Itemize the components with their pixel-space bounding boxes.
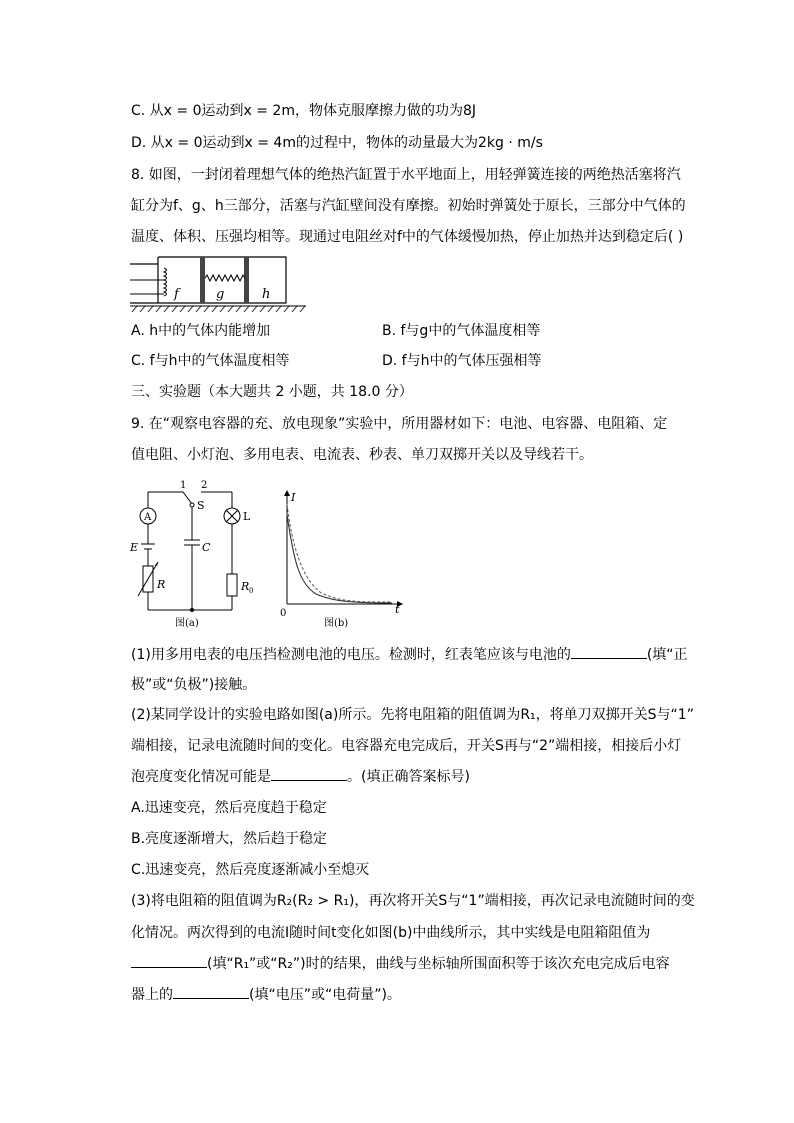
q8-option-b: B. f与g中的气体温度相等 — [382, 323, 541, 339]
axis-t-label: t — [395, 603, 400, 616]
switch-terminal-1: 1 — [180, 480, 187, 491]
solid-curve — [287, 514, 392, 603]
q8-stem-line1: 8. 如图，一封闭着理想气体的绝热汽缸置于水平地面上，用轻弹簧连接的两绝热活塞将汽 — [131, 167, 681, 183]
q8-stem-line2: 缸分为f、g、h三部分，活塞与汽缸壁间没有摩擦。初始时弹簧处于原长，三部分中气体的 — [131, 198, 686, 214]
resistor-r0-label: R — [241, 580, 250, 593]
q9-part2-text-c: 泡亮度变化情况可能是 — [131, 769, 271, 785]
q8-stem-line3: 温度、体积、压强均相等。现通过电阻丝对f中的气体缓慢加热，停止加热并达到稳定后( ) — [131, 229, 684, 245]
q9-part3-text-d: 器上的 — [131, 987, 173, 1003]
q7-option-d: D. 从x = 0运动到x = 4m的过程中，物体的动量最大为2kg · m/s — [131, 135, 543, 151]
q9-part2-line1: (2)某同学设计的实验电路如图(a)所示。先将电阻箱的阻值调为R₁，将单刀双掷开关S与“1” — [131, 707, 694, 723]
answer-blank-1 — [571, 646, 647, 659]
answer-blank-4 — [173, 986, 249, 999]
q9-choice-a: A.迅速变亮，然后亮度趋于稳定 — [131, 800, 327, 816]
resistor-r0-subscript: 0 — [249, 587, 254, 595]
lamp-l-label: L — [243, 510, 251, 523]
origin-label: 0 — [280, 608, 287, 619]
q9-choice-c: C.迅速变亮，然后亮度逐渐减小至熄灭 — [131, 862, 370, 878]
q9-part3-text-c: (填“R₁”或“R₂”)时的结果，曲线与坐标轴所围面积等于该次充电完成后电容 — [207, 956, 670, 972]
q9-part1-line2: 极”或“负极”)接触。 — [131, 677, 257, 693]
answer-blank-2 — [271, 768, 347, 781]
q9-part3-line2: 化情况。两次得到的电流I随时间t变化如图(b)中曲线所示，其中实线是电阻箱阻值为 — [131, 925, 651, 941]
answer-blank-3 — [131, 955, 207, 968]
switch-s-label: S — [197, 499, 205, 512]
switch-terminal-2: 2 — [201, 480, 208, 491]
q9-part2-text-d: 。(填正确答案标号) — [347, 769, 470, 785]
dashed-curve — [287, 504, 392, 602]
circuit-diagram-a — [128, 478, 258, 630]
q9-part1-line1 — [131, 645, 688, 665]
figure-a-caption: 图(a) — [175, 618, 199, 629]
gas-g-label: g — [216, 287, 225, 302]
q9-part3-text-e: (填“电压”或“电荷量”)。 — [249, 987, 401, 1003]
q9-choice-b: B.亮度逐渐增大，然后趋于稳定 — [131, 831, 328, 847]
figure-b-caption: 图(b) — [324, 618, 349, 629]
q9-part2-line2: 端相接，记录电流随时间的变化。电容器充电完成后，开关S再与“2”端相接，相接后小灯 — [131, 738, 682, 754]
gas-f-label: f — [174, 287, 179, 302]
q9-stem-line2: 值电阻、小灯泡、多用电表、电流表、秒表、单刀双掷开关以及导线若干。 — [131, 447, 593, 463]
capacitor-c-label: C — [202, 541, 211, 554]
q8-cylinder-figure — [128, 254, 308, 316]
section3-title: 三、实验题（本大题共 2 小题，共 18.0 分） — [131, 384, 413, 400]
q8-option-a: A. h中的气体内能增加 — [131, 323, 271, 339]
q7-option-c: C. 从x = 0运动到x = 2m，物体克服摩擦力做的功为8J — [131, 103, 476, 119]
q9-part3-line4 — [131, 985, 401, 1005]
q9-part2-line3 — [131, 767, 470, 787]
battery-e-label: E — [130, 541, 139, 554]
q8-option-c: C. f与h中的气体温度相等 — [131, 353, 290, 369]
q9-part1-text-b: (填“正 — [646, 647, 688, 663]
q9-stem-line1: 9. 在“观察电容器的充、放电现象”实验中，所用器材如下：电池、电容器、电阻箱、定 — [131, 416, 668, 432]
rheostat-r-label: R — [157, 578, 166, 591]
q9-part1-text-a: (1)用多用电表的电压挡检测电池的电压。检测时，红表笔应该与电池的 — [131, 647, 571, 663]
current-time-graph-b — [276, 486, 406, 630]
ammeter-a-label: A — [144, 512, 152, 523]
axis-i-label: I — [291, 491, 296, 504]
q9-part3-line3 — [131, 954, 670, 974]
gas-h-label: h — [262, 287, 271, 302]
q9-part3-line1: (3)将电阻箱的阻值调为R₂(R₂ > R₁)，再次将开关S与“1”端相接，再次记录电流随时间的变 — [131, 893, 695, 909]
q8-option-d: D. f与h中的气体压强相等 — [382, 353, 542, 369]
